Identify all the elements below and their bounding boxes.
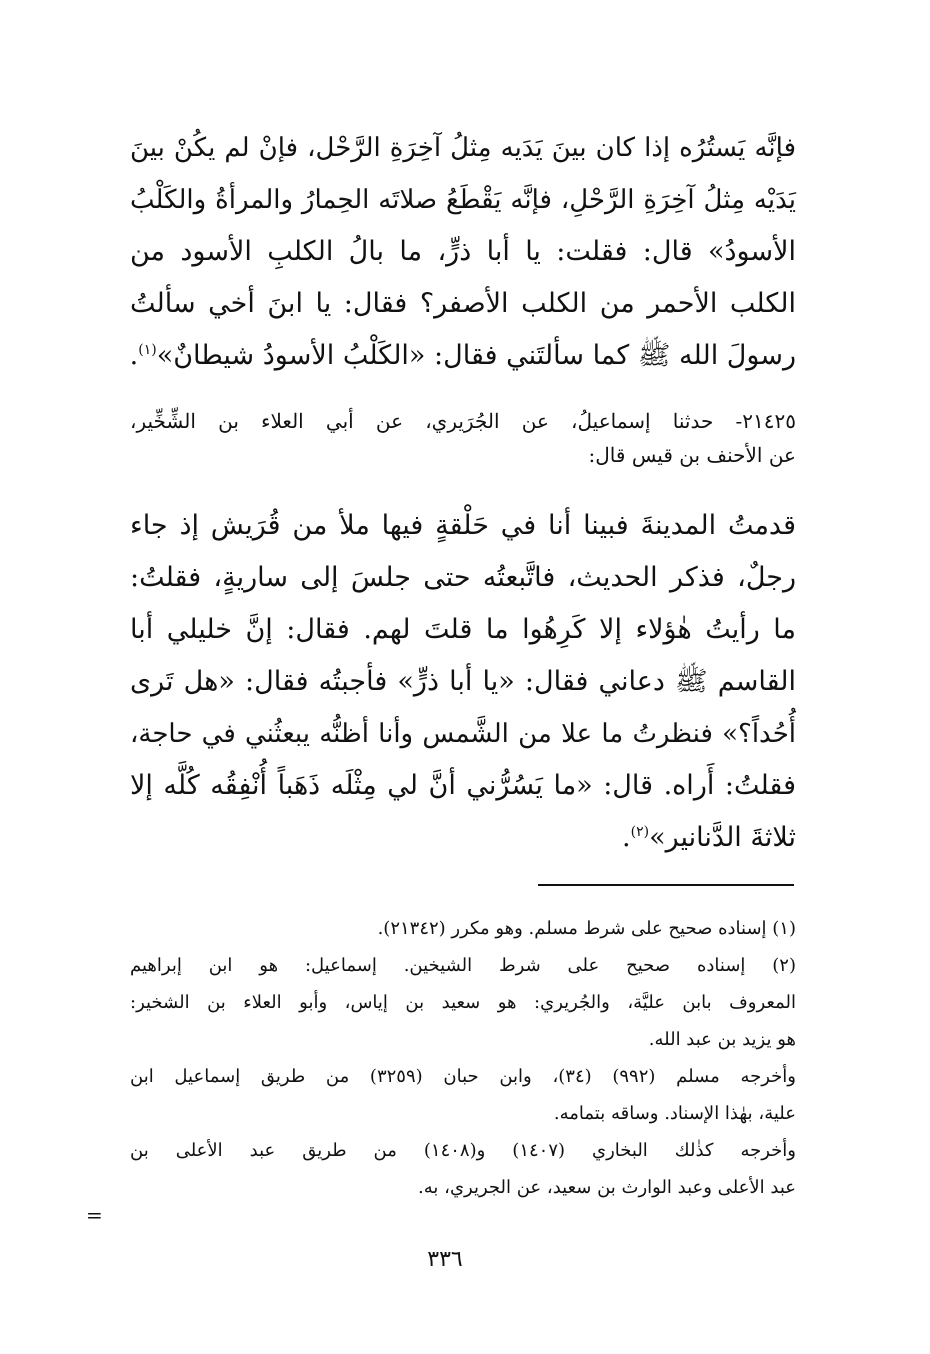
- text-line: رسولَ الله ﷺ كما سألتَني فقال: «الكَلْبُ الأسودُ شيطانٌ»$^{(١)}$.: [129, 340, 796, 371]
- footnote-line: وأخرجه كذٰلك البخاري (١٤٠٧) و(١٤٠٨) من طريق عبد الأعلى بن: [130, 1140, 796, 1161]
- text-line: ثلاثةَ الدَّنانير»$^{(٢)}$.: [622, 822, 796, 853]
- text-segment: رسولَ الله ﷺ كما سألتَني فقال: «الكَلْبُ الأسودُ شيطانٌ»: [156, 340, 796, 371]
- footnote-line: عبد الأعلى وعبد الوارث بن سعيد، عن الجريري، به.: [418, 1177, 796, 1198]
- text-line: فقلتُ: أَراه. قال: «ما يَسُرُّني أنَّ لي مِثْلَه ذَهَباً أُنْفِقُه كُلَّه إلا: [130, 770, 796, 801]
- footnote-divider: [538, 884, 794, 886]
- footnote-line: المعروف بابن عليَّة، والجُريري: هو سعيد بن إياس، وأبو العلاء بن الشخير:: [130, 992, 796, 1013]
- footnote-line: (١) إسناده صحيح على شرط مسلم. وهو مكرر (٢١٣٤٢).: [377, 918, 796, 939]
- footnote-reference: (١): [138, 342, 157, 358]
- text-line: الأسودُ» قال: فقلت: يا أبا ذرٍّ، ما بالُ الكلبِ الأسود من: [130, 236, 796, 267]
- footnote-line: هو يزيد بن عبد الله.: [648, 1029, 796, 1050]
- hadith-header: [130, 404, 796, 472]
- footnote-line: علية، بهٰذا الإسناد. وساقه بتمامه.: [553, 1103, 796, 1124]
- text-line: أُحُداً؟» فنظرتُ ما علا من الشَّمس وأنا أظنُّه يبعثُني في حاجة،: [130, 719, 796, 749]
- page-number: ٣٣٦: [427, 1247, 463, 1272]
- text-segment: ثلاثةَ الدَّنانير»: [649, 822, 796, 853]
- paragraph-1: [130, 122, 796, 382]
- text-line: عن الأحنف بن قيس قال:: [588, 443, 796, 467]
- footnote-line: وأخرجه مسلم (٩٩٢) (٣٤)، وابن حبان (٣٢٥٩) من طريق إسماعيل ابن: [130, 1066, 796, 1087]
- footnotes: [130, 910, 796, 1206]
- text-line: القاسم ﷺ دعاني فقال: «يا أبا ذرٍّ» فأجبتُه فقال: «هل تَرى: [130, 666, 796, 697]
- text-line: ما رأيتُ هٰؤلاء إلا كَرِهُوا ما قلتَ لهم. فقال: إنَّ خليلي أبا: [130, 614, 796, 645]
- text-line: يَدَيْه مِثلُ آخِرَةِ الرَّحْلِ، فإنَّه يَقْطَعُ صلاتَه الحِمارُ والمرأةُ والكَلْبُ: [130, 185, 796, 215]
- footnote-line: (٢) إسناده صحيح على شرط الشيخين. إسماعيل: هو ابن إبراهيم: [130, 955, 796, 976]
- text-line: ٢١٤٢٥- حدثنا إسماعيلُ، عن الجُرَيري، عن أبي العلاء بن الشِّخِّير،: [130, 409, 796, 433]
- continuation-mark: =: [86, 1203, 103, 1227]
- text-line: قدمتُ المدينةَ فبينا أنا في حَلْقةٍ فيها ملأ من قُرَيش إذ جاء: [130, 510, 796, 541]
- footnote-reference: (٢): [630, 824, 650, 840]
- text-line: رجلٌ، فذكر الحديث، فاتَّبعتُه حتى جلسَ إلى ساريةٍ، فقلتُ:: [130, 562, 796, 593]
- text-line: فإنَّه يَستُرُه إذا كان بينَ يَدَيه مِثلُ آخِرَةِ الرَّحْل، فإنْ لم يكُنْ بينَ: [130, 133, 796, 163]
- text-line: الكلب الأحمر من الكلب الأصفر؟ فقال: يا ابنَ أخي سألتُ: [130, 288, 796, 319]
- paragraph-2: [130, 500, 796, 864]
